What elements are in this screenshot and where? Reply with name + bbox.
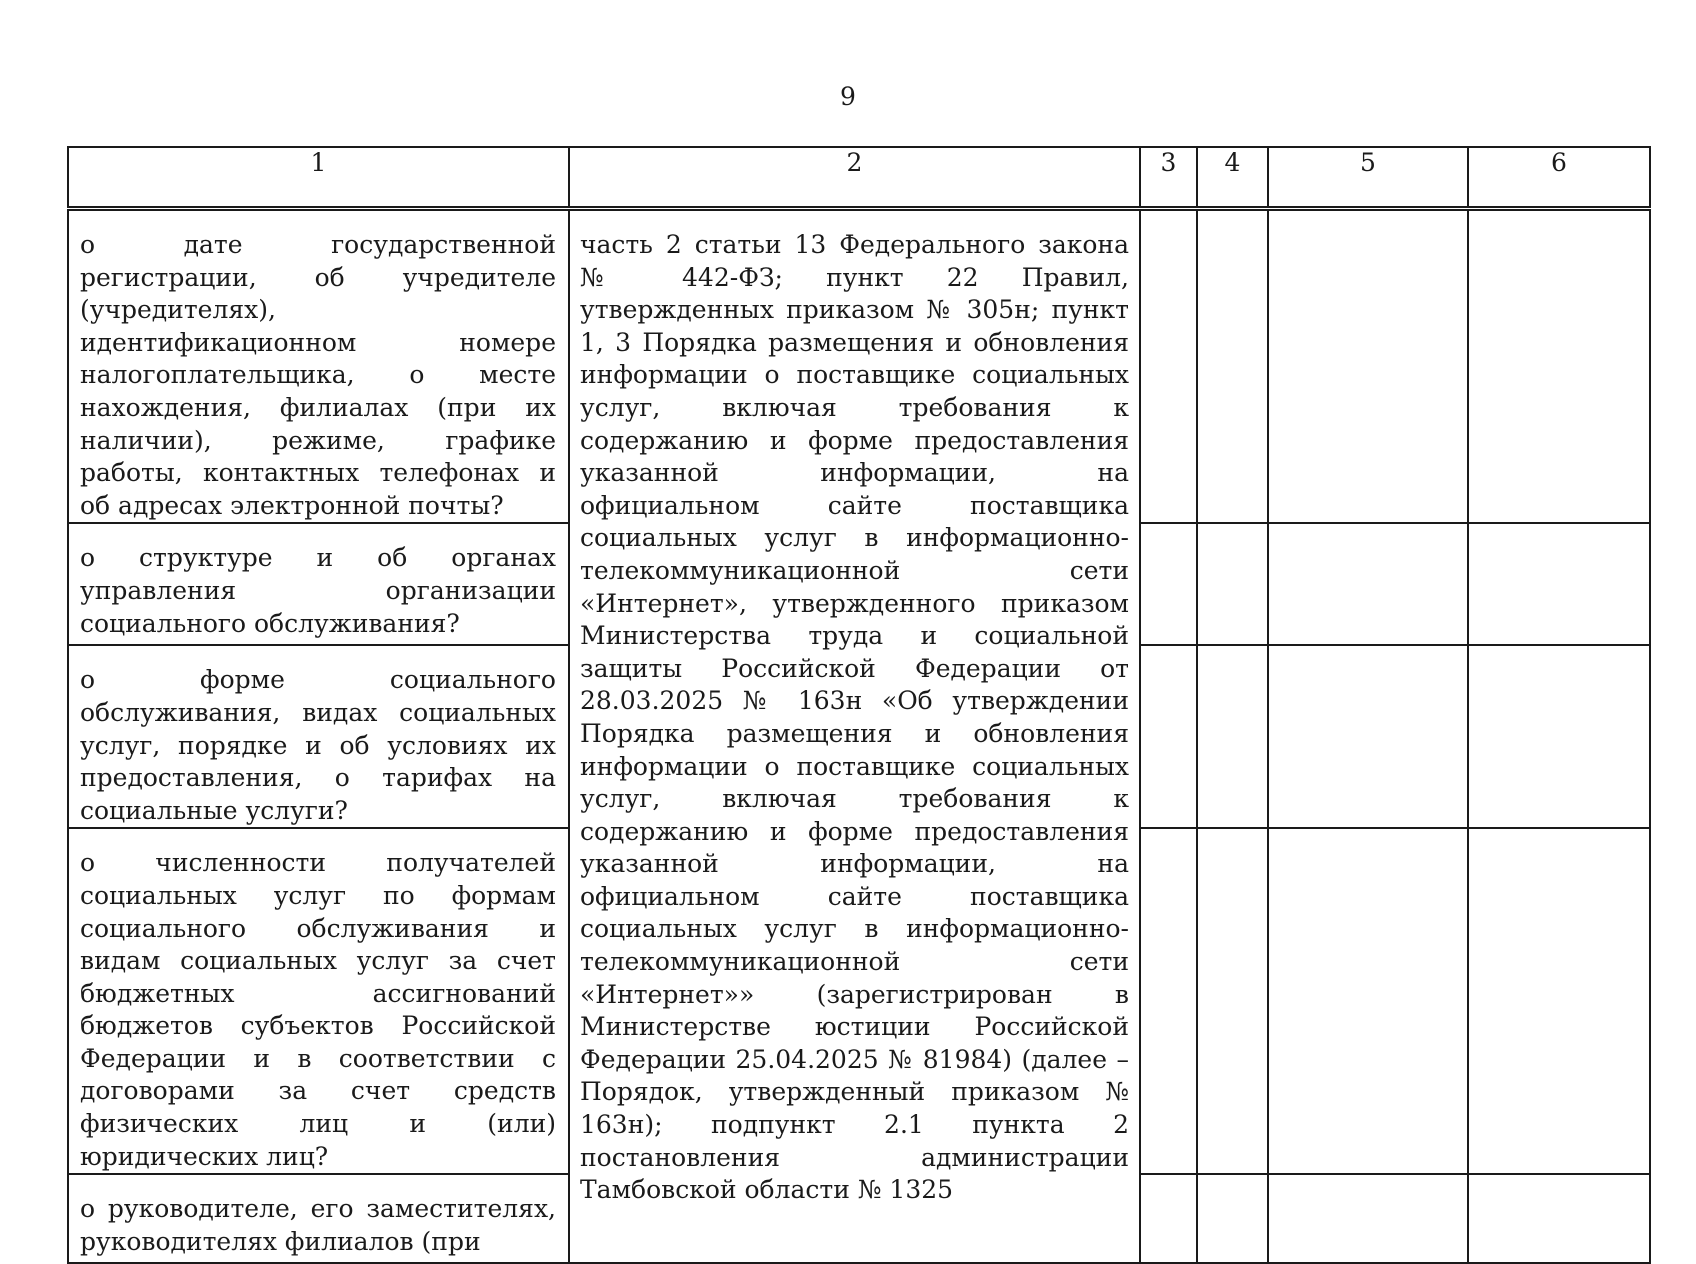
question-cell bbox=[68, 1174, 569, 1263]
question-cell bbox=[68, 828, 569, 1174]
answer-cell-4 bbox=[1197, 645, 1268, 828]
answer-cell-5 bbox=[1268, 523, 1468, 645]
answer-cell-3 bbox=[1140, 523, 1197, 645]
answer-cell-4 bbox=[1197, 209, 1268, 524]
column-header-2: 2 bbox=[569, 147, 1140, 209]
answer-cell-5 bbox=[1268, 1174, 1468, 1263]
answer-cell-5 bbox=[1268, 828, 1468, 1174]
table-header-row bbox=[68, 147, 1650, 209]
page-number: 9 bbox=[840, 82, 856, 111]
answer-cell-6 bbox=[1468, 645, 1650, 828]
checklist-table bbox=[67, 146, 1651, 1264]
question-text: о численности получателей социальных услуг по формам социального обслуживания и видам социальных услуг за счет бюджетных ассигнований бюджетов субъектов Российской Федерации и в соответствии с договорами за счет средств физических лиц и (или) юридических лиц? bbox=[80, 848, 556, 1171]
answer-cell-5 bbox=[1268, 645, 1468, 828]
answer-cell-3 bbox=[1140, 209, 1197, 524]
question-text: о структуре и об органах управления организации социального обслуживания? bbox=[80, 543, 556, 638]
answer-cell-6 bbox=[1468, 209, 1650, 524]
column-header-5: 5 bbox=[1268, 147, 1468, 209]
answer-cell-5 bbox=[1268, 209, 1468, 524]
answer-cell-6 bbox=[1468, 828, 1650, 1174]
column-header-1: 1 bbox=[68, 147, 569, 209]
column-header-3: 3 bbox=[1140, 147, 1197, 209]
answer-cell-6 bbox=[1468, 1174, 1650, 1263]
column-header-6: 6 bbox=[1468, 147, 1650, 209]
legal-basis-cell bbox=[569, 209, 1140, 1264]
answer-cell-4 bbox=[1197, 523, 1268, 645]
answer-cell-4 bbox=[1197, 1174, 1268, 1263]
answer-cell-3 bbox=[1140, 1174, 1197, 1263]
answer-cell-6 bbox=[1468, 523, 1650, 645]
question-cell bbox=[68, 645, 569, 828]
question-cell bbox=[68, 209, 569, 524]
answer-cell-3 bbox=[1140, 645, 1197, 828]
legal-basis-text: часть 2 статьи 13 Федерального закона № 442-ФЗ; пункт 22 Правил, утвержденных приказом № 305н; пункт 1, 3 Порядка размещения и обновления информации о поставщике социальных услуг, включая требования к содержанию и форме предоставления указанной информации, на официальном сайте поставщика социальных услуг в информационно-телекоммуникационной сети «Интернет», утвержденного приказом Министерства труда и социальной защиты Российской Федерации от 28.03.2025 № 163н «Об утверждении Порядка размещения и обновления информации о поставщике социальных услуг, включая требования к содержанию и форме предоставления указанной информации, на официальном сайте поставщика социальных услуг в информационно-телекоммуникационной сети «Интернет»» (зарегистрирован в Министерстве юстиции Российской Федерации 25.04.2025 № 81984) (далее – Порядок, утвержденный приказом № 163н); подпункт 2.1 пункта 2 постановления администрации Тамбовской области № 1325 bbox=[580, 230, 1129, 1205]
question-text: о форме социального обслуживания, видах социальных услуг, порядке и об условиях их предоставления, о тарифах на социальные услуги? bbox=[80, 665, 556, 825]
question-text: о дате государственной регистрации, об учредителе (учредителях), идентификационном номере налогоплательщика, о месте нахождения, филиалах (при их наличии), режиме, графике работы, контактных телефонах и об адресах электронной почты? bbox=[80, 230, 556, 520]
answer-cell-3 bbox=[1140, 828, 1197, 1174]
table-row bbox=[68, 209, 1650, 524]
question-text: о руководителе, его заместителях, руководителях филиалов (при bbox=[80, 1194, 556, 1256]
answer-cell-4 bbox=[1197, 828, 1268, 1174]
column-header-4: 4 bbox=[1197, 147, 1268, 209]
question-cell bbox=[68, 523, 569, 645]
